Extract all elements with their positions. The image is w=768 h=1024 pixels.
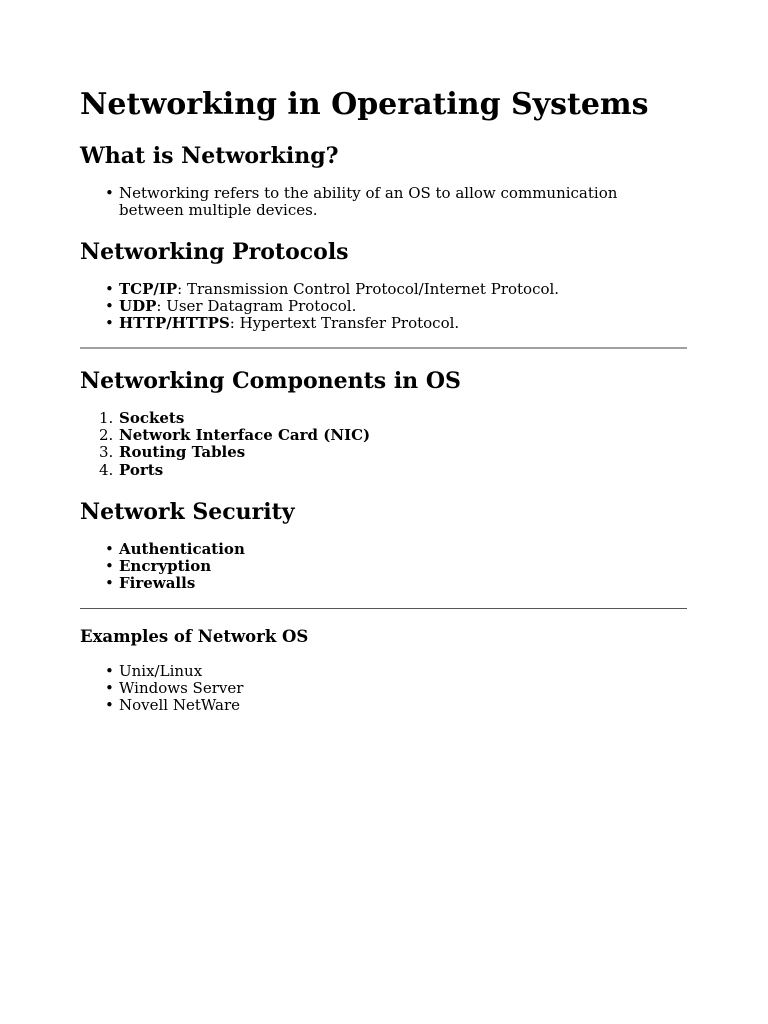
list-item: [80, 281, 687, 298]
bullet-icon: •: [105, 557, 114, 576]
bullet-icon: •: [105, 297, 114, 316]
bullet-icon: •: [105, 184, 114, 202]
protocol-term: HTTP/HTTPS: [119, 314, 230, 333]
list-item: [80, 298, 687, 315]
list-item: [80, 315, 687, 332]
list-item: • Firewalls: [105, 574, 196, 593]
components-list: [80, 410, 687, 479]
list-number: 4.: [99, 460, 114, 479]
bullet-icon: •: [105, 574, 114, 593]
list-item: • Authentication: [105, 540, 245, 558]
protocol-term: TCP/IP: [119, 280, 178, 298]
bullet-icon: •: [105, 662, 114, 680]
protocol-description: : User Datagram Protocol.: [156, 297, 357, 316]
section-divider: [80, 347, 687, 349]
security-list: [80, 541, 687, 593]
protocol-description: : Transmission Control Protocol/Internet Protocol.: [177, 280, 560, 298]
list-item: • Unix/Linux: [105, 662, 203, 680]
bullet-icon: •: [105, 679, 114, 698]
list-number: 1.: [99, 409, 114, 427]
list-number: 2.: [99, 426, 114, 445]
protocol-term: UDP: [119, 297, 157, 316]
list-item: • Encryption: [105, 557, 212, 576]
list-item: 3. Routing Tables: [99, 443, 246, 462]
bullet-icon: •: [105, 280, 114, 298]
section-divider: [80, 608, 687, 609]
network-security-heading: Network Security: [80, 499, 295, 525]
examples-heading: Examples of Network OS: [80, 627, 309, 646]
list-item: 4. Ports: [99, 460, 164, 479]
list-item: 1. Sockets: [99, 409, 185, 427]
list-number: 3.: [99, 443, 114, 462]
what-is-networking-heading: What is Networking?: [80, 143, 339, 169]
bullet-icon: •: [105, 540, 114, 558]
networking-components-heading: Networking Components in OS: [80, 368, 461, 394]
bullet-icon: •: [105, 314, 114, 333]
networking-protocols-heading: Networking Protocols: [80, 239, 349, 265]
list-item: • Networking refers to the ability of an OS to allow communication between multiple devices.: [105, 184, 618, 220]
list-item: 2. Network Interface Card (NIC): [99, 426, 371, 445]
protocol-description: : Hypertext Transfer Protocol.: [229, 314, 460, 333]
list-item: • Novell NetWare: [105, 696, 241, 715]
examples-list: [80, 663, 687, 715]
what-is-networking-list: [80, 185, 687, 219]
list-item: • Windows Server: [105, 679, 244, 698]
protocols-list: [80, 281, 687, 333]
bullet-icon: •: [105, 696, 114, 715]
page-title: Networking in Operating Systems: [80, 87, 649, 122]
